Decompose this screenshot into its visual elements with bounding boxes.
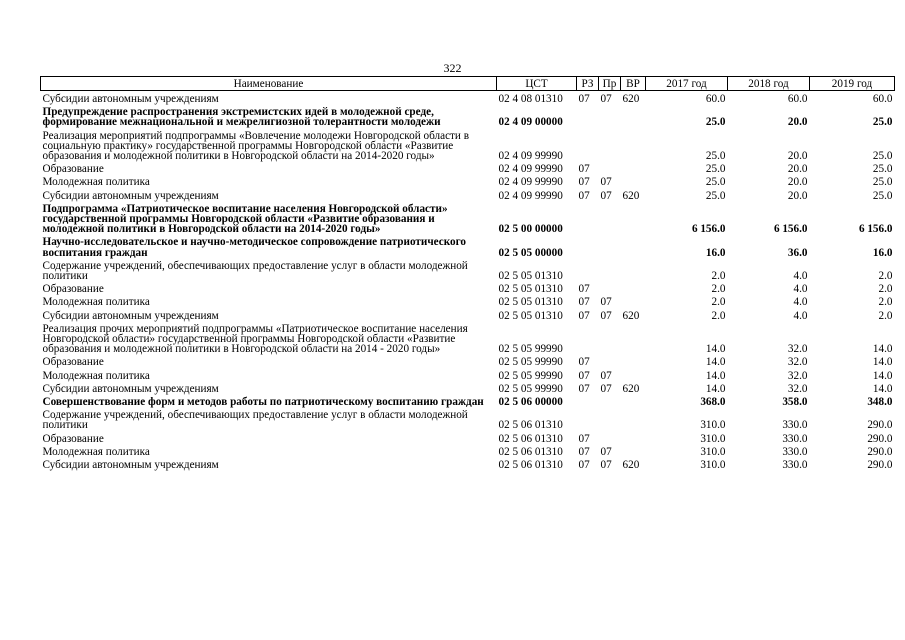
cell-2018: 330.0 <box>782 445 808 458</box>
cell-vr <box>621 104 646 127</box>
cell-rz: 07 <box>578 93 590 105</box>
cell-2019: 25.0 <box>872 176 893 189</box>
cell-2018: 4.0 <box>793 309 808 322</box>
table-row <box>41 174 895 187</box>
cell-rz <box>577 104 599 127</box>
cell-pr <box>599 128 621 162</box>
page-number: 322 <box>443 61 462 75</box>
cell-rz: 07 <box>578 163 590 176</box>
cell-vr <box>621 161 646 174</box>
cell-2017: 25.0 <box>705 176 726 189</box>
cell-2018: 20.0 <box>787 116 808 129</box>
table-body <box>41 91 895 471</box>
cell-2019: 290.0 <box>867 419 893 432</box>
cell-vr <box>621 354 646 367</box>
cell-2019: 14.0 <box>872 356 893 369</box>
cell-cst: 02 4 09 99990 <box>498 150 563 163</box>
cell-2017: 25.0 <box>705 150 726 163</box>
cell-2018: 4.0 <box>793 283 808 296</box>
cell-2017: 16.0 <box>705 246 726 259</box>
cell-pr: 07 <box>600 459 612 472</box>
cell-2019: 25.0 <box>872 150 893 163</box>
cell-name: Совершенствование форм и методов работы по патриотическому воспитанию граждан <box>42 396 484 409</box>
cell-name: Реализация мероприятий подпрограммы «Вовлечение молодежи Новгородской области в социальную практику» государственной программы Новгородской области «Развитие образования и молодежной политики в Новгородской области на 2014-2020 годы» <box>42 129 469 163</box>
cell-cst: 02 5 06 00000 <box>498 396 563 409</box>
cell-2017: 14.0 <box>705 369 726 382</box>
cell-name: Содержание учреждений, обеспечивающих предоставление услуг в области молодежной политики <box>42 409 468 432</box>
cell-pr: 07 <box>600 296 612 309</box>
cell-2019: 2.0 <box>878 270 893 283</box>
table-row <box>41 457 895 470</box>
cell-2017: 6 156.0 <box>691 223 726 236</box>
cell-vr <box>621 128 646 162</box>
cell-2019: 16.0 <box>872 246 893 259</box>
table-row <box>41 201 895 235</box>
cell-pr: 07 <box>600 176 612 189</box>
cell-2019: 2.0 <box>878 296 893 309</box>
table-row <box>41 128 895 162</box>
cell-2017: 2.0 <box>711 270 726 283</box>
cell-cst: 02 4 09 99990 <box>498 189 563 202</box>
header-cst: ЦСТ <box>497 77 577 91</box>
cell-rz <box>577 394 599 407</box>
cell-2017: 310.0 <box>700 432 726 445</box>
cell-2019: 14.0 <box>872 369 893 382</box>
table-row <box>41 308 895 321</box>
cell-vr <box>621 258 646 281</box>
cell-2019: 290.0 <box>867 459 893 472</box>
header-pr: Пр <box>599 77 621 91</box>
cell-2019: 60.0 <box>872 93 893 105</box>
cell-rz: 07 <box>578 189 590 202</box>
cell-pr: 07 <box>600 445 612 458</box>
cell-2019: 290.0 <box>867 432 893 445</box>
table-row <box>41 444 895 457</box>
cell-2017: 2.0 <box>711 296 726 309</box>
cell-vr: 620 <box>622 309 640 322</box>
cell-2018: 330.0 <box>782 419 808 432</box>
table-row <box>41 394 895 407</box>
cell-2018: 36.0 <box>787 246 808 259</box>
cell-cst: 02 5 05 00000 <box>498 246 563 259</box>
cell-2017: 2.0 <box>711 283 726 296</box>
table-row <box>41 161 895 174</box>
cell-2018: 4.0 <box>793 270 808 283</box>
cell-2017: 310.0 <box>700 445 726 458</box>
cell-name: Образование <box>42 283 104 296</box>
cell-2017: 14.0 <box>705 343 726 356</box>
cell-cst: 02 4 09 00000 <box>498 116 563 129</box>
cell-2018: 32.0 <box>787 369 808 382</box>
cell-vr: 620 <box>622 459 640 472</box>
cell-2018: 330.0 <box>782 432 808 445</box>
cell-vr <box>621 281 646 294</box>
cell-2017: 25.0 <box>705 116 726 129</box>
cell-rz: 07 <box>578 309 590 322</box>
cell-2019: 14.0 <box>872 382 893 395</box>
cell-rz: 07 <box>578 356 590 369</box>
table-row <box>41 354 895 367</box>
cell-rz: 07 <box>578 459 590 472</box>
cell-cst: 02 5 05 01310 <box>498 296 563 309</box>
cell-vr: 620 <box>622 93 640 105</box>
cell-rz <box>577 128 599 162</box>
table-row <box>41 188 895 201</box>
cell-vr <box>621 431 646 444</box>
cell-pr <box>599 394 621 407</box>
cell-vr <box>621 234 646 257</box>
cell-cst: 02 5 06 01310 <box>498 445 563 458</box>
cell-2019: 290.0 <box>867 445 893 458</box>
table-row <box>41 294 895 307</box>
cell-rz: 07 <box>578 432 590 445</box>
cell-rz <box>577 258 599 281</box>
table-row <box>41 407 895 430</box>
cell-name: Субсидии автономным учреждениям <box>42 459 219 472</box>
cell-2019: 348.0 <box>867 396 893 409</box>
cell-name: Образование <box>42 163 104 176</box>
cell-2018: 20.0 <box>787 189 808 202</box>
cell-vr <box>621 394 646 407</box>
cell-cst: 02 5 05 99990 <box>498 356 563 369</box>
header-rz: РЗ <box>577 77 599 91</box>
cell-vr <box>621 444 646 457</box>
cell-2018: 4.0 <box>793 296 808 309</box>
cell-rz <box>577 201 599 235</box>
table-row <box>41 321 895 355</box>
cell-2018: 32.0 <box>787 356 808 369</box>
cell-cst: 02 5 06 01310 <box>498 419 563 432</box>
cell-name: Научно-исследовательское и научно-методическое сопровождение патриотического воспитания граждан <box>42 236 466 259</box>
cell-name: Образование <box>42 356 104 369</box>
cell-name: Образование <box>42 432 104 445</box>
cell-2018: 32.0 <box>787 382 808 395</box>
cell-pr: 07 <box>600 382 612 395</box>
cell-vr <box>621 294 646 307</box>
cell-2019: 14.0 <box>872 343 893 356</box>
cell-name: Молодежная политика <box>42 176 150 189</box>
cell-pr <box>599 104 621 127</box>
cell-cst: 02 5 05 99990 <box>498 343 563 356</box>
cell-2017: 14.0 <box>705 356 726 369</box>
cell-name: Содержание учреждений, обеспечивающих предоставление услуг в области молодежной политики <box>42 259 468 283</box>
cell-2018: 20.0 <box>787 176 808 189</box>
cell-rz: 07 <box>578 176 590 189</box>
cell-vr <box>621 201 646 235</box>
table-row <box>41 91 895 105</box>
cell-2017: 60.0 <box>705 93 726 105</box>
cell-2018: 20.0 <box>787 163 808 176</box>
table-row <box>41 281 895 294</box>
cell-name: Субсидии автономным учреждениям <box>42 189 219 202</box>
cell-cst: 02 5 05 99990 <box>498 382 563 395</box>
cell-name: Субсидии автономным учреждениям <box>42 93 219 105</box>
cell-cst: 02 5 06 01310 <box>498 459 563 472</box>
cell-cst: 02 4 08 01310 <box>498 93 563 105</box>
cell-2018: 358.0 <box>782 396 808 409</box>
cell-2018: 6 156.0 <box>773 223 808 236</box>
table-header-row <box>41 77 895 91</box>
cell-rz: 07 <box>578 296 590 309</box>
table-row <box>41 104 895 127</box>
cell-2019: 6 156.0 <box>858 223 893 236</box>
table-row <box>41 258 895 281</box>
cell-pr <box>599 281 621 294</box>
cell-rz <box>577 407 599 430</box>
cell-vr: 620 <box>622 189 640 202</box>
cell-name: Молодежная политика <box>42 445 150 458</box>
cell-pr <box>599 161 621 174</box>
cell-cst: 02 5 06 01310 <box>498 432 563 445</box>
cell-2018: 330.0 <box>782 459 808 472</box>
cell-2019: 25.0 <box>872 163 893 176</box>
cell-2018: 20.0 <box>787 150 808 163</box>
cell-vr: 620 <box>622 382 640 395</box>
header-name: Наименование <box>41 77 497 91</box>
cell-rz: 07 <box>578 382 590 395</box>
table-row <box>41 368 895 381</box>
header-vr: ВР <box>621 77 646 91</box>
cell-2017: 368.0 <box>700 396 726 409</box>
cell-pr <box>599 407 621 430</box>
cell-cst: 02 5 05 01310 <box>498 309 563 322</box>
cell-cst: 02 5 00 00000 <box>498 223 563 236</box>
cell-cst: 02 5 05 99990 <box>498 369 563 382</box>
cell-name: Предупреждение распространения экстремистских идей в молодежной среде, формирование межнациональной и межрелигиозной толерантности молодежи <box>42 106 441 129</box>
cell-pr <box>599 258 621 281</box>
table-row <box>41 431 895 444</box>
cell-rz: 07 <box>578 283 590 296</box>
table-row <box>41 381 895 394</box>
cell-name: Субсидии автономным учреждениям <box>42 309 219 322</box>
table-row <box>41 234 895 257</box>
cell-vr <box>621 368 646 381</box>
cell-cst: 02 4 09 99990 <box>498 163 563 176</box>
cell-vr <box>621 321 646 355</box>
cell-2017: 310.0 <box>700 419 726 432</box>
cell-rz: 07 <box>578 445 590 458</box>
cell-name: Субсидии автономным учреждениям <box>42 382 219 395</box>
cell-rz <box>577 234 599 257</box>
cell-name: Молодежная политика <box>42 296 150 309</box>
cell-pr: 07 <box>600 189 612 202</box>
cell-vr <box>621 174 646 187</box>
cell-2017: 310.0 <box>700 459 726 472</box>
cell-2017: 2.0 <box>711 309 726 322</box>
cell-pr <box>599 234 621 257</box>
cell-pr: 07 <box>600 369 612 382</box>
cell-pr <box>599 431 621 444</box>
cell-vr <box>621 407 646 430</box>
cell-cst: 02 5 05 01310 <box>498 270 563 283</box>
cell-2019: 2.0 <box>878 309 893 322</box>
cell-2018: 60.0 <box>787 93 808 105</box>
cell-2017: 14.0 <box>705 382 726 395</box>
cell-pr <box>599 354 621 367</box>
cell-pr: 07 <box>600 309 612 322</box>
cell-cst: 02 4 09 99990 <box>498 176 563 189</box>
cell-name: Подпрограмма «Патриотическое воспитание населения Новгородской области» государственной программы Новгородской области «Развитие образования и молодежной политики в Новгородской области на 2014-2020 годы» <box>42 202 448 236</box>
cell-name: Молодежная политика <box>42 369 150 382</box>
cell-2017: 25.0 <box>705 189 726 202</box>
cell-2019: 25.0 <box>872 189 893 202</box>
cell-rz: 07 <box>578 369 590 382</box>
header-2017: 2017 год <box>646 77 728 91</box>
cell-rz <box>577 321 599 355</box>
header-2019: 2019 год <box>810 77 895 91</box>
cell-2019: 25.0 <box>872 116 893 129</box>
cell-pr <box>599 201 621 235</box>
cell-pr: 07 <box>600 93 612 105</box>
cell-name: Реализация прочих мероприятий подпрограммы «Патриотическое воспитание населения Новгородской области» государственной программы Новгородской области «Развитие образования и молодежной политики в Новгородской области на 2014 - 2020 годы» <box>42 322 468 356</box>
cell-2019: 2.0 <box>878 283 893 296</box>
budget-table <box>40 76 895 470</box>
header-2018: 2018 год <box>728 77 810 91</box>
cell-2018: 32.0 <box>787 343 808 356</box>
cell-pr <box>599 321 621 355</box>
cell-cst: 02 5 05 01310 <box>498 283 563 296</box>
cell-2017: 25.0 <box>705 163 726 176</box>
